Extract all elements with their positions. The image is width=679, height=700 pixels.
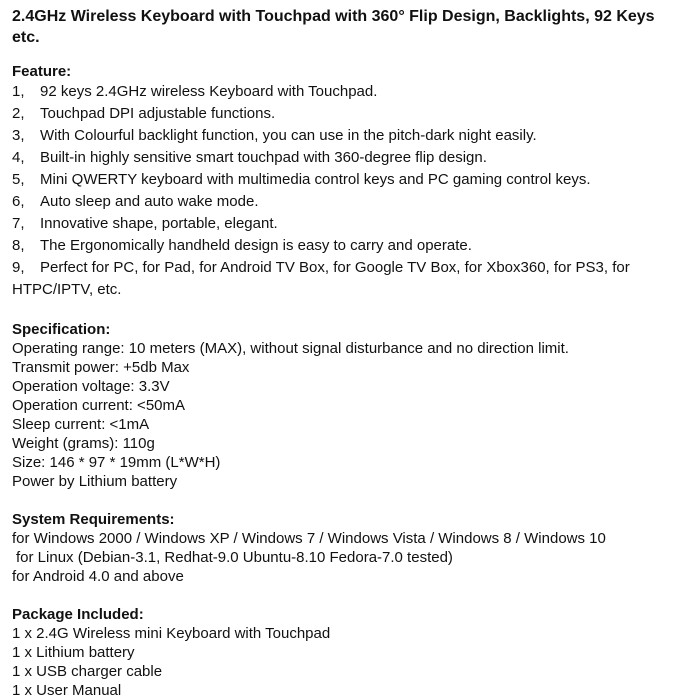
feature-item [12,147,671,169]
system-requirements-heading: System Requirements: [12,511,175,528]
feature-text: With Colourful backlight function, you can use in the pitch-dark night easily. [40,127,537,144]
spec-line: Weight (grams): 110g [12,435,155,452]
package-line: 1 x USB charger cable [12,663,163,680]
spec-line: Sleep current: <1mA [12,416,150,433]
feature-item [12,235,671,257]
feature-number: 8, [12,237,25,254]
spec-line: Operating range: 10 meters (MAX), without signal disturbance and no direction limit. [12,340,569,357]
feature-item [12,213,671,235]
requirement-line: for Android 4.0 and above [12,568,184,585]
feature-item [12,169,671,191]
spec-line: Size: 146 * 97 * 19mm (L*W*H) [12,454,221,471]
package-line: 1 x 2.4G Wireless mini Keyboard with Touchpad [12,625,331,642]
spec-line: Transmit power: +5db Max [12,359,190,376]
feature-text: Innovative shape, portable, elegant. [40,215,278,232]
requirement-line: for Linux (Debian-3.1, Redhat-9.0 Ubuntu-8.10 Fedora-7.0 tested) [16,549,453,566]
feature-item [12,81,671,103]
specification-heading: Specification: [12,321,111,338]
feature-text: Mini QWERTY keyboard with multimedia control keys and PC gaming control keys. [40,171,591,188]
feature-number: 2, [12,105,25,122]
feature-number: 6, [12,193,25,210]
feature-number: 1, [12,83,25,100]
spec-line: Power by Lithium battery [12,473,178,490]
system-requirements-section [12,510,671,586]
feature-item [12,125,671,147]
feature-number: 7, [12,215,25,232]
feature-number: 3, [12,127,25,144]
feature-number: 4, [12,149,25,166]
feature-heading: Feature: [12,63,72,80]
requirement-line: for Windows 2000 / Windows XP / Windows 7 / Windows Vista / Windows 8 / Windows 10 [12,530,606,547]
spec-line: Operation current: <50mA [12,397,186,414]
feature-number: 5, [12,171,25,188]
feature-text: Auto sleep and auto wake mode. [40,193,259,210]
feature-text: Built-in highly sensitive smart touchpad with 360-degree flip design. [40,149,487,166]
spec-line: Operation voltage: 3.3V [12,378,170,395]
feature-text: Perfect for PC, for Pad, for Android TV Box, for Google TV Box, for Xbox360, for PS3, for HTPC/IPTV, etc. [12,259,630,298]
feature-text: The Ergonomically handheld design is easy to carry and operate. [40,237,472,254]
feature-item [12,103,671,125]
package-section [12,605,671,700]
product-title: 2.4GHz Wireless Keyboard with Touchpad with 360° Flip Design, Backlights, 92 Keys etc. [12,8,655,46]
package-line: 1 x User Manual [12,682,122,699]
feature-section [12,62,671,301]
feature-text: 92 keys 2.4GHz wireless Keyboard with Touchpad. [40,83,378,100]
feature-item [12,257,671,301]
feature-item [12,191,671,213]
feature-text: Touchpad DPI adjustable functions. [40,105,276,122]
package-line: 1 x Lithium battery [12,644,135,661]
package-heading: Package Included: [12,606,144,623]
feature-number: 9, [12,259,25,276]
specification-section [12,320,671,491]
